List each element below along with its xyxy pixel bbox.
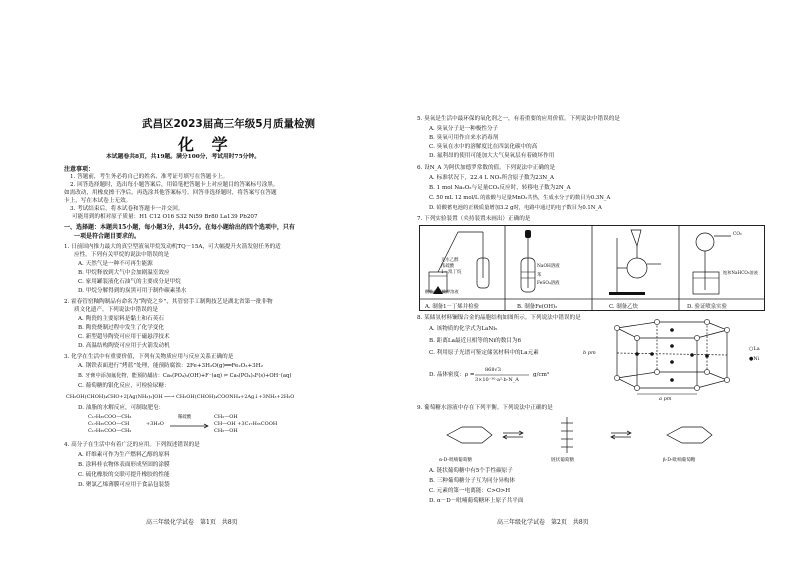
label-ethanol: 无水乙醇	[441, 258, 459, 263]
q9-option-d: D. α－D－吡喃葡萄糖环上原子共平面	[429, 498, 524, 504]
q8-option-c: C. 利用原子光谱可鉴定储氢材料中的La元素	[429, 350, 539, 356]
glucose-structures	[437, 415, 757, 455]
reaction-arrow	[170, 424, 210, 428]
label-naoh: NaOH溶液	[537, 264, 560, 269]
q1-option-c: C. 家用罐装液化石油气的主要成分是甲烷	[78, 279, 181, 285]
label-chain-glucose: 链状葡萄糖	[551, 458, 574, 463]
section-header: 一、选择题：本题共15小题，每小题3分，共45分。在每小题给出的四个选项中，只有	[64, 224, 295, 231]
label-bromobutane: 1－溴丁烷	[441, 270, 462, 275]
q4-option-a: A. 纤维素可作为生产燃料乙醇的原料	[78, 452, 170, 458]
q3-option-c: C. 葡萄糖的银化反应，可检验尿糖：	[78, 383, 170, 389]
q2-option-d: D. 高温结构陶瓷可应用于火箭发动机	[78, 343, 170, 349]
atomic-masses: 可能用到的相对原子质量：H1 C12 O16 S32 Ni59 Br80 La139 Pb207	[72, 214, 258, 220]
page-footer: 高三年级化学试卷 第1页 共8页	[146, 519, 238, 526]
q2-stem: 质文化遗产。下列说法中错误的是	[74, 307, 158, 313]
q3-stem: 3. 化学在生活中有重要价值，下列有关物质应用与反应关系正确的是	[64, 354, 234, 360]
crystal-cell-diagram	[597, 318, 747, 398]
q7-caption-c: C. 制备乙炔	[609, 304, 638, 310]
label-nahco3: 饱和NaHCO₃溶液	[723, 270, 758, 275]
density-numerator: 868√3	[485, 367, 501, 373]
q1-option-d: D. 甲烷分解得到的炭黑可用于制作碳素墨水	[78, 288, 187, 294]
q4-option-d: D. 聚氯乙烯薄膜可应用于食品包装袋	[78, 482, 170, 488]
q9-option-b: B. 三种葡萄糖分子互为同分异构体	[429, 478, 515, 484]
apparatus-c-figure	[597, 228, 677, 298]
q5-option-d: D. 氟利昂的使用可能加大大气臭氧层有着破坏作用	[429, 153, 555, 159]
note-line: 如需改动，用橡皮擦干净后，再选涂其他答案标号。回答非选择题时，将答案写在答题	[64, 190, 277, 196]
q3-condition: 稀硫酸	[178, 415, 192, 420]
q4-stem: 4. 高分子在生活中有着广泛的应用。下列叙述错误的是	[64, 442, 200, 448]
q3-fat-products: CH₂—OH CH—OH +3C₁₇H₃₅COOH CH₂—OH	[214, 414, 278, 434]
q6-option-b: B. 1 mol Na₂O₂与足量CO₂反应时，转移电子数为2N_A	[429, 185, 571, 191]
q4-option-b: B. 涂料桂衣物体表面形成坚固的涂膜	[78, 462, 170, 468]
q5-stem: 5. 臭氧是生活中最环保的氧化剂之一，有着重要的应用价值。下列说法中错误的是	[417, 116, 620, 122]
q3-water: +3H₂O	[146, 421, 164, 427]
q3-option-b: B. 牙膏中添加氟化物，能预防龋齿：Ca₅(PO₄)₃(OH)+F⁻(aq) ⇌ Ca₅(PO₄)₃F(s)+OH⁻(aq)	[78, 373, 292, 379]
apparatus-a-figure	[423, 228, 503, 298]
q2-stem: 2. 霍春管窑釉陶制品有命名为“陶瓷之乡”，其管窑手工制陶技艺是湖北省第一批非物	[64, 299, 273, 305]
q9-option-c: C. 元素的第一电离能：C>O>H	[429, 488, 511, 494]
q6-stem: 6. 设N_A 为阿伏加德罗常数的值。下列说法中正确的是	[417, 165, 556, 171]
q8-option-b: B. 距离La最近且相等的Ni的数目为6	[429, 338, 522, 344]
q8-option-a: A. 该物质的化学式为LaNi₅	[429, 326, 498, 332]
q5-option-a: A. 臭氧分子是一种极性分子	[429, 126, 499, 132]
q1-stem: 1. 日前国内推力最大的真空型液氧甲烷发动机TQ－15A，可大幅提升火箭发射任务的适	[64, 244, 281, 250]
note-line: 3. 考试结束后，将本试卷和答题卡一并交回。	[70, 206, 184, 212]
q2-option-b: B. 陶瓷烧制过程中发生了化学变化	[78, 325, 164, 331]
note-line: 2. 回答选择题时，选出每小题答案后，用铅笔把答题卡上对应题目的答案标号涂黑。	[70, 182, 279, 188]
label-benzene: 苯	[537, 273, 542, 278]
label-a-pm: a pm	[659, 396, 672, 402]
q8-stem: 8. 某储氢材料镧镍合金的晶胞结构如图所示。下列说法中错误的是	[417, 315, 581, 321]
q6-option-a: A. 标准状况下，22.4 L NO₂所含原子数为23N_A	[429, 175, 555, 181]
note-line: 1. 答题前，考生务必将自己的姓名、准考证号填写在答题卡上。	[70, 174, 229, 180]
label-co2: CO₂	[733, 232, 742, 237]
section-header: 一项是符合题目要求的。	[74, 233, 141, 240]
density-unit: g/cm³	[533, 372, 550, 378]
q3-option-a: A. 钢铁表面进行“烤蓝”处理，能预防腐蚀：2Fe+3H₂O(g)══Fe₂O₃+3H₂	[78, 363, 263, 369]
page-footer: 高三年级化学试卷 第2页 共8页	[497, 519, 589, 526]
q2-option-a: A. 陶瓷的主要原料是黏土和石英石	[78, 316, 164, 322]
q9-stem: 9. 葡萄糖水溶液中存在下列平衡。下列说法中正确的是	[417, 405, 553, 411]
label-feso4: FeSO₄溶液	[537, 281, 560, 286]
note-line: 卡上，写在本试卷上无效。	[64, 198, 132, 204]
q1-option-b: B. 甲烷释放到大气中会加剧温室效应	[78, 270, 170, 276]
q5-option-c: C. 臭氧在水中的溶解度比在四氯化碳中的高	[429, 144, 538, 150]
apparatus-d-figure	[683, 228, 763, 298]
label-alpha-glucose: α-D-吡喃葡萄糖	[439, 458, 472, 463]
legend-la: ○La	[749, 346, 760, 352]
q3-fat-reactant: C₁₇H₃₅COO—CH₂ C₁₇H₃₅COO—CH C₁₇H₃₅COO—CH₂	[88, 414, 132, 434]
label-beta-glucose: β-D-吡喃葡萄糖	[663, 458, 696, 463]
notes-header: 注意事项：	[64, 166, 95, 173]
q3-option-d: D. 油脂的水解反应，可制取肥皂：	[78, 405, 165, 411]
label-b-pm: b pm	[583, 350, 596, 356]
label-kmno4: 酸性高锰酸钾溶液	[425, 289, 459, 294]
q8-option-d: D. 晶体密度：ρ =	[429, 372, 475, 378]
q6-option-c: C. 50 mL 12 mol/L 的盐酸与足量MnO₂共热，生成水分子的数目为0.3N_A	[429, 195, 611, 201]
q7-caption-b: B. 制备Fe(OH)₂	[517, 304, 558, 310]
q4-option-c: C. 硫化橡胶的交联可提升橡胶的性能	[78, 472, 170, 478]
q7-caption-d: D. 验证喷泉实验	[687, 304, 727, 310]
q7-caption-a: A. 制备1－丁烯并检验	[425, 304, 479, 310]
subject-title: 化 学	[178, 135, 234, 154]
q1-stem: 应性。下列有关甲烷的说法中错误的是	[74, 252, 170, 258]
q7-stem: 7. 下列实验装置（夹持装置未画出）正确的是	[417, 216, 531, 222]
exam-info: 本试题卷共8页，共19题。满分100分，考试用时75分钟。	[106, 154, 261, 160]
density-denominator: 3×10⁻³⁰·a²·b·N_A	[475, 377, 519, 383]
q2-option-c: C. 新型超导陶瓷可应用于磁悬浮技术	[78, 334, 170, 340]
q9-option-a: A. 链状葡萄糖中有5个手性碳原子	[429, 468, 513, 474]
label-sulfuric-acid: 浓硫酸	[441, 264, 455, 269]
legend-ni: ●Ni	[749, 356, 760, 362]
page-2	[397, 0, 794, 561]
fraction-bar	[475, 374, 531, 376]
exam-title: 武昌区2023届高三年级5月质量检测	[142, 118, 316, 130]
q1-option-a: A. 天然气是一种不可再生能源	[78, 261, 153, 267]
q3-option-c-equation: CH₂OH(CHOH)₄CHO+2[Ag(NH₃)₂]OH ──→ CH₂OH(CHOH)₄COONH₄+2Ag↓+3NH₃+2H₂O	[66, 394, 295, 400]
q5-option-b: B. 臭氧可用作自来水消毒剂	[429, 135, 499, 141]
q6-option-d: D. 铅酸蓄电池的正极质量增加3.2 g时，电路中通过的电子数目为0.1N_A	[429, 205, 602, 211]
